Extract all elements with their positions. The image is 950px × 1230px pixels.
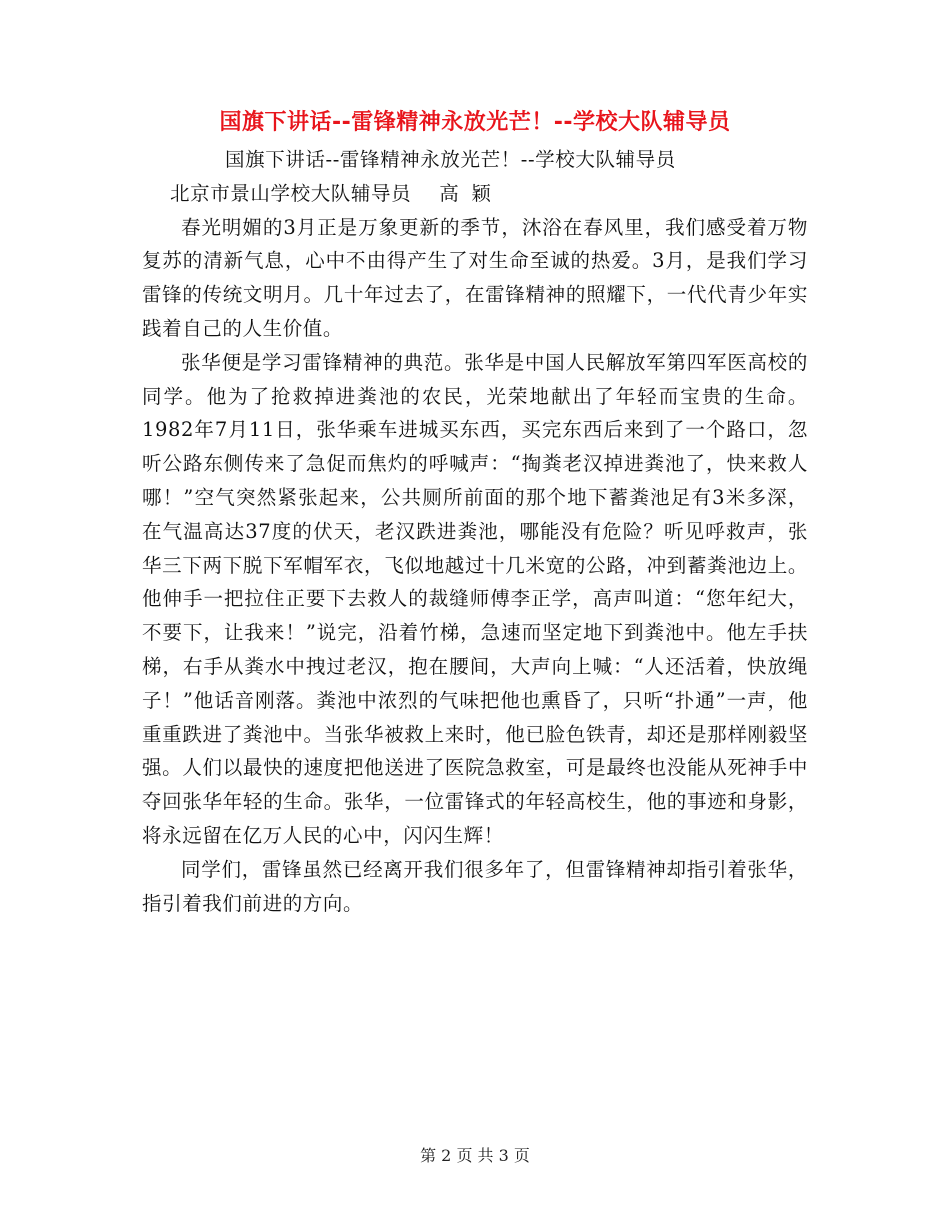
document-body: [142, 143, 808, 920]
document-title: 国旗下讲话--雷锋精神永放光芒！--学校大队辅导员: [219, 110, 731, 135]
paragraph-intro: 春光明媚的3月正是万象更新的季节，沐浴在春风里，我们感受着万物复苏的清新气息，心中不由得产生了对生命至诚的热爱。3月，是我们学习雷锋的传统文明月。几十年过去了，在雷锋精神的照耀下，一代代青少年实践着自己的人生价值。: [142, 215, 808, 340]
author-name-first: 高: [439, 181, 460, 205]
author-line: [142, 177, 808, 211]
author-organization: 北京市景山学校大队辅导员: [170, 181, 412, 205]
paragraph-conclusion: 同学们，雷锋虽然已经离开我们很多年了，但雷锋精神却指引着张华，指引着我们前进的方向。: [142, 857, 808, 915]
document-subtitle: 国旗下讲话--雷锋精神永放光芒！--学校大队辅导员: [225, 148, 676, 171]
author-name-last: 颖: [471, 181, 492, 205]
paragraph-story: 张华便是学习雷锋精神的典范。张华是中国人民解放军第四军医高校的同学。他为了抢救掉进粪池的农民，光荣地献出了年轻而宝贵的生命。1982年7月11日，张华乘车进城买东西，买完东西后来到了一个路口，忽听公路东侧传来了急促而焦灼的呼喊声：“掏粪老汉掉进粪池了，快来救人哪！”空气突然紧张起来，公共厕所前面的那个地下蓄粪池足有3米多深，在气温高达37度的伏天，老汉跌进粪池，哪能没有危险？听见呼救声，张华三下两下脱下军帽军衣，飞似地越过十几米宽的公路，冲到蓄粪池边上。他伸手一把拉住正要下去救人的裁缝师傅李正学，高声叫道：“您年纪大，不要下，让我来！”说完，沿着竹梯，急速而坚定地下到粪池中。他左手扶梯，右手从粪水中拽过老汉，抱在腰间，大声向上喊：“人还活着，快放绳子！”他话音刚落。粪池中浓烈的气味把他也熏昏了，只听“扑通”一声，他重重跌进了粪池中。当张华被救上来时，他已脸色铁青，却还是那样刚毅坚强。人们以最快的速度把他送进了医院急救室，可是最终也没能从死神手中夺回张华年轻的生命。张华，一位雷锋式的年轻高校生，他的事迹和身影，将永远留在亿万人民的心中，闪闪生辉！: [142, 350, 808, 847]
page-number: 第 2 页 共 3 页: [420, 1146, 530, 1165]
